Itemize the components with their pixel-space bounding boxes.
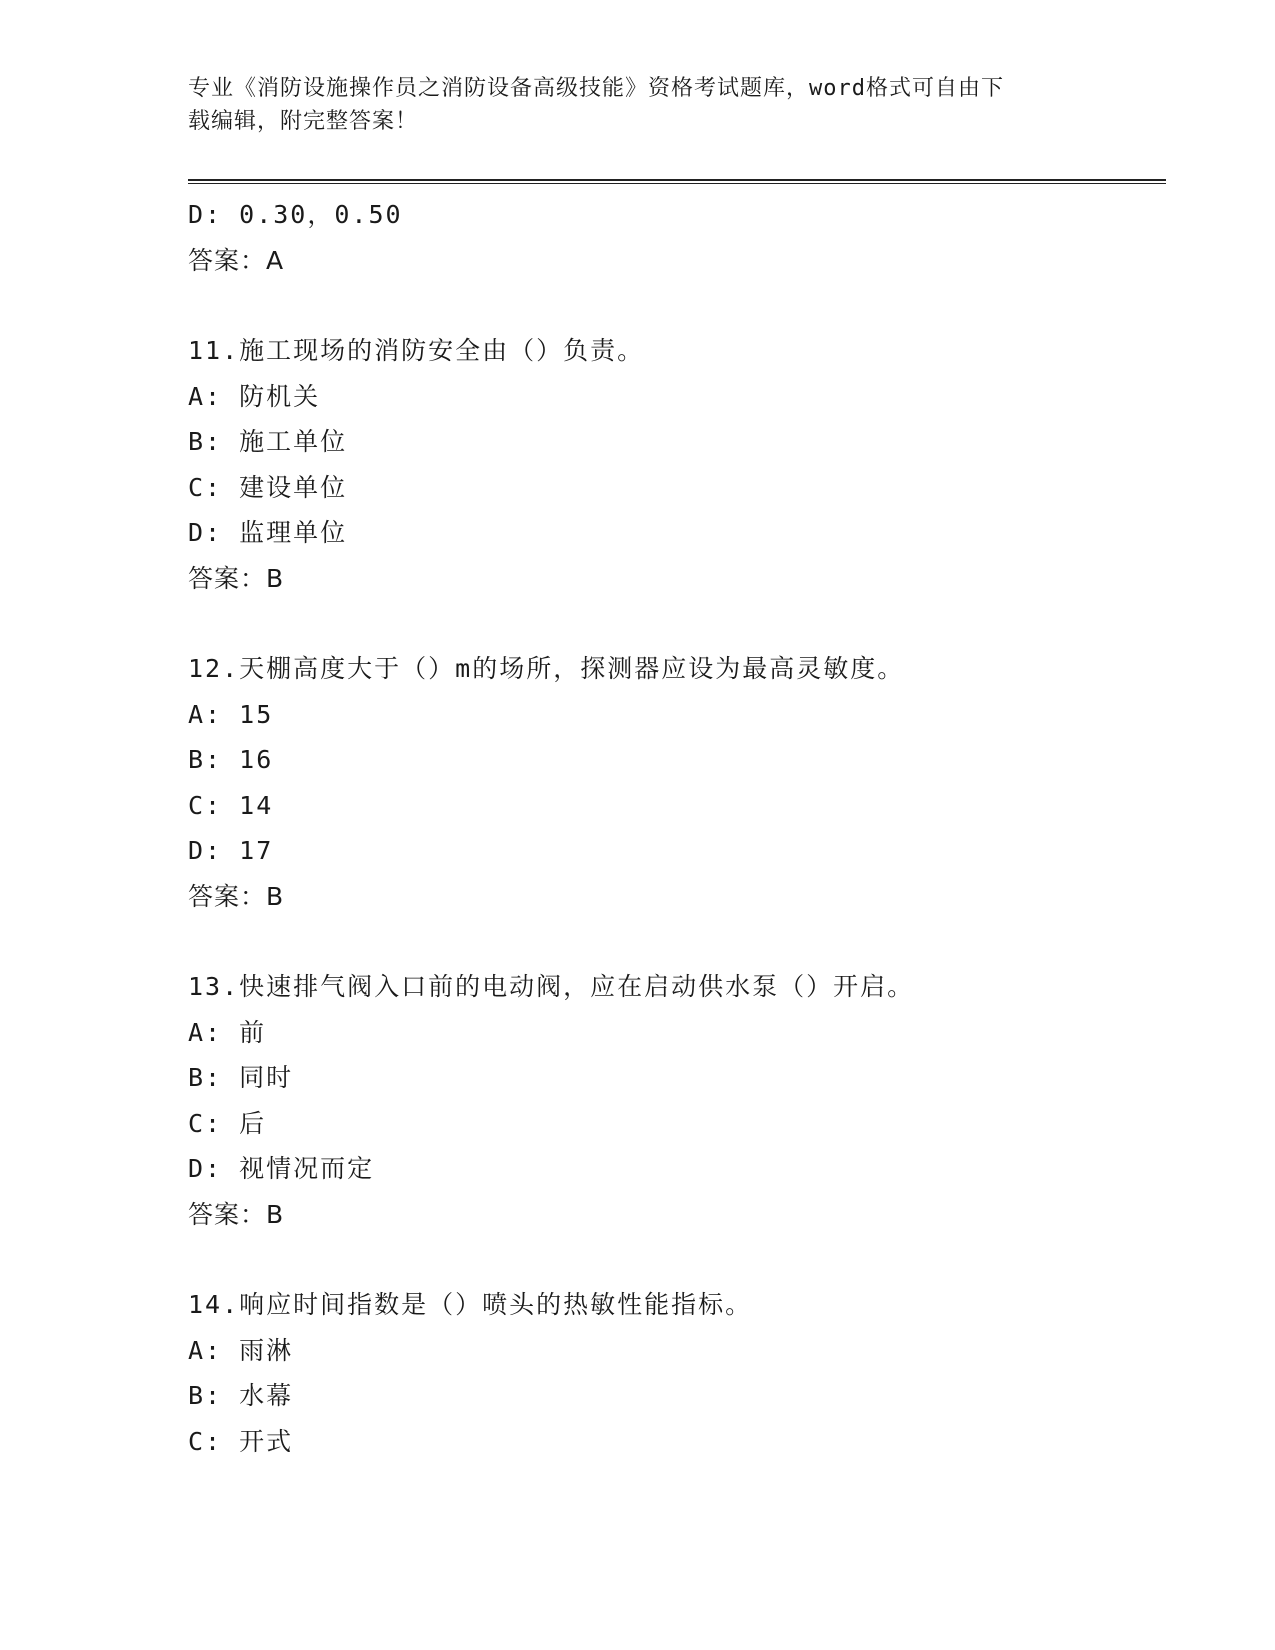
page-header [188,72,1088,138]
option-d: D: 视情况而定 [188,1154,375,1183]
answer-line: 答案：B [188,563,285,593]
option-a: A: 15 [188,699,274,729]
option-b: B: 水幕 [188,1381,294,1410]
option-d: D: 0.30，0.50 [188,200,403,229]
question-block-14 [188,1282,1148,1464]
option-b: B: 16 [188,745,274,774]
question-stem: 12.天棚高度大于（）m的场所，探测器应设为最高灵敏度。 [188,654,905,683]
option-c: C: 建设单位 [188,472,348,502]
spacer [188,919,1148,964]
question-stem: 13.快速排气阀入口前的电动阀，应在启动供水泵（）开启。 [188,972,915,1001]
option-d: D: 17 [188,836,274,865]
spacer [188,1237,1148,1282]
question-block-13 [188,964,1148,1237]
question-content [188,192,1148,1464]
header-line-2: 载编辑，附完整答案！ [188,109,419,134]
spacer [188,283,1148,328]
option-a: A: 防机关 [188,381,321,411]
question-stem: 11.施工现场的消防安全由（）负责。 [188,336,645,365]
option-a: A: 雨淋 [188,1335,294,1365]
answer-line: 答案：B [188,881,285,911]
option-c: C: 开式 [188,1426,294,1456]
option-c: C: 14 [188,790,274,820]
option-c: C: 后 [188,1108,267,1138]
answer-line: 答案：A [188,245,285,275]
question-stem: 14.响应时间指数是（）喷头的热敏性能指标。 [188,1290,753,1319]
option-d: D: 监理单位 [188,518,348,547]
spacer [188,601,1148,646]
header-divider-thin [188,183,1166,184]
question-block-11 [188,328,1148,601]
header-divider-thick [188,179,1166,181]
header-line-1: 专业《消防设施操作员之消防设备高级技能》资格考试题库，word格式可自由下 [188,76,1004,101]
option-b: B: 施工单位 [188,427,348,456]
option-a: A: 前 [188,1017,267,1047]
answer-line: 答案：B [188,1199,285,1229]
question-block-12 [188,646,1148,919]
option-b: B: 同时 [188,1063,294,1092]
